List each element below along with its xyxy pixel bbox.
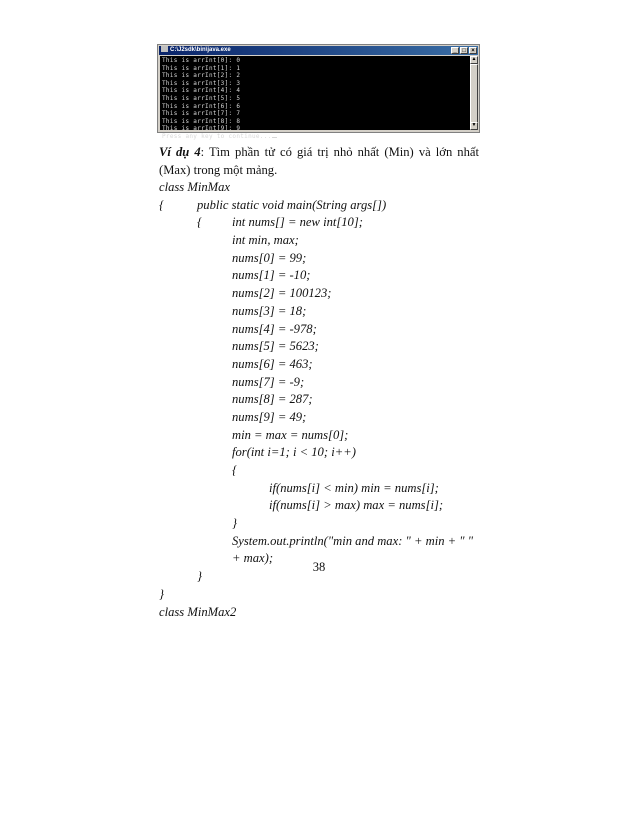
cursor-icon xyxy=(272,137,277,138)
console-scrollbar[interactable] xyxy=(470,56,478,130)
code-line xyxy=(159,250,479,268)
code-text: int nums[] = new int[10]; xyxy=(232,215,363,230)
console-output xyxy=(160,56,470,140)
console-line: This is arrInt[0]: 0 xyxy=(162,57,241,64)
code-line xyxy=(159,267,479,285)
code-line xyxy=(159,179,479,197)
code-text: nums[5] = 5623; xyxy=(232,339,319,354)
code-line xyxy=(159,321,479,339)
console-line: This is arrInt[5]: 5 xyxy=(162,94,241,102)
code-text: nums[1] = -10; xyxy=(232,268,311,283)
code-text: nums[9] = 49; xyxy=(232,409,307,424)
code-line xyxy=(159,533,479,551)
code-text: for(int i=1; i < 10; i++) xyxy=(232,445,356,460)
console-line: This is arrInt[7]: 7 xyxy=(162,110,241,118)
code-listing xyxy=(159,179,479,621)
console-line: This is arrInt[4]: 4 xyxy=(162,87,241,95)
code-text: nums[8] = 287; xyxy=(232,392,313,407)
document-body xyxy=(159,144,479,621)
code-text: } xyxy=(197,569,203,584)
close-button[interactable]: × xyxy=(469,47,477,54)
code-line xyxy=(159,586,479,604)
code-line xyxy=(159,374,479,392)
maximize-button[interactable]: □ xyxy=(460,47,468,54)
code-text: if(nums[i] > max) max = nums[i]; xyxy=(269,498,444,513)
console-line: This is arrInt[1]: 1 xyxy=(162,64,241,72)
code-text: class MinMax xyxy=(159,180,230,194)
console-window xyxy=(157,44,480,140)
code-text: { xyxy=(197,215,203,230)
code-text: nums[4] = -978; xyxy=(232,321,317,336)
code-text: nums[6] = 463; xyxy=(232,356,313,371)
code-text: nums[0] = 99; xyxy=(232,250,307,265)
code-line xyxy=(159,214,479,232)
minimize-button[interactable]: _ xyxy=(451,47,459,54)
scroll-down-icon[interactable]: ▼ xyxy=(471,123,477,128)
code-text: } xyxy=(159,586,165,601)
code-text: { xyxy=(159,197,165,212)
code-line xyxy=(159,303,479,321)
code-text: min = max = nums[0]; xyxy=(232,427,349,442)
console-line: This is arrInt[9]: 9 xyxy=(162,125,241,133)
code-text: class MinMax2 xyxy=(159,604,237,619)
code-line xyxy=(159,391,479,409)
code-text: } xyxy=(232,516,238,531)
code-line xyxy=(159,497,479,515)
page-number: 38 xyxy=(312,560,326,574)
code-line xyxy=(159,356,479,374)
code-line xyxy=(159,232,479,250)
console-prompt-line xyxy=(162,133,470,141)
code-text: nums[7] = -9; xyxy=(232,374,305,389)
code-line xyxy=(159,197,479,215)
console-prompt: Press any key to continue... xyxy=(162,132,272,140)
code-text: nums[2] = 100123; xyxy=(232,286,332,301)
code-text: if(nums[i] < min) min = nums[i]; xyxy=(269,480,439,495)
code-text: public static void main(String args[]) xyxy=(197,197,387,212)
scroll-thumb[interactable] xyxy=(470,64,478,124)
code-line xyxy=(159,515,479,533)
code-line xyxy=(159,338,479,356)
code-line xyxy=(159,604,479,622)
code-line xyxy=(159,480,479,498)
console-titlebar[interactable] xyxy=(159,46,478,55)
console-line: This is arrInt[3]: 3 xyxy=(162,79,241,87)
console-line: This is arrInt[2]: 2 xyxy=(162,72,241,80)
example-text: : Tìm phần tử có giá trị nhỏ nhất (Min) và lớn nhất (Max) trong một mảng. xyxy=(159,145,479,177)
example-paragraph xyxy=(159,144,479,179)
console-line: This is arrInt[8]: 8 xyxy=(162,117,241,125)
code-text: int min, max; xyxy=(232,233,299,248)
code-text: + max); xyxy=(232,551,274,566)
code-line xyxy=(159,462,479,480)
console-title: C:\J2sdk\bin\java.exe xyxy=(170,47,231,53)
code-line xyxy=(159,409,479,427)
console-line: This is arrInt[6]: 6 xyxy=(162,102,241,110)
code-text: nums[3] = 18; xyxy=(232,303,307,318)
example-label: Ví dụ 4 xyxy=(159,145,201,159)
window-controls xyxy=(451,47,477,54)
console-app-icon xyxy=(161,46,168,52)
code-line xyxy=(159,427,479,445)
code-text: { xyxy=(232,463,238,477)
code-line xyxy=(159,444,479,462)
scroll-up-icon[interactable]: ▲ xyxy=(471,57,477,62)
code-text: System.out.println("min and max: " + min + " " xyxy=(232,533,474,548)
code-line xyxy=(159,285,479,303)
